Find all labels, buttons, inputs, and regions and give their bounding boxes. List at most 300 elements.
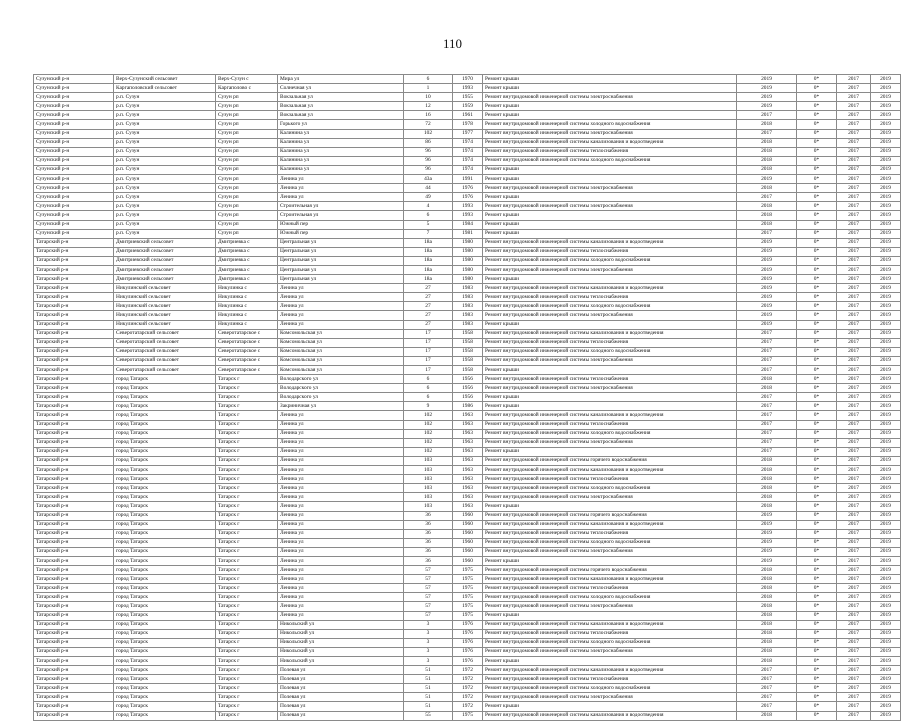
- district-cell: Татарский р-н: [34, 547, 114, 556]
- table-row: [34, 238, 901, 247]
- settlement-cell: Северотатарское с: [216, 356, 278, 365]
- period-end-cell: 2019: [871, 320, 901, 329]
- planned-year-cell: 2017: [737, 420, 797, 429]
- municipality-cell: город Татарск: [114, 584, 216, 593]
- cost-cell: 0*: [797, 211, 837, 220]
- district-cell: Татарский р-н: [34, 275, 114, 284]
- period-end-cell: 2019: [871, 356, 901, 365]
- work-type-cell: Ремонт крыши: [483, 320, 737, 329]
- table-row: [34, 265, 901, 274]
- house-number-cell: 27: [404, 293, 453, 302]
- street-cell: Вокзальная ул: [278, 111, 404, 120]
- house-number-cell: 51: [404, 693, 453, 702]
- settlement-cell: Дмитриевка с: [216, 256, 278, 265]
- house-number-cell: 86: [404, 138, 453, 147]
- work-type-cell: Ремонт внутридомовой инженерной системы теплоснабжения: [483, 629, 737, 638]
- period-start-cell: 2017: [837, 111, 871, 120]
- work-type-cell: Ремонт внутридомовой инженерной системы канализования и водоотведения: [483, 520, 737, 529]
- period-start-cell: 2017: [837, 184, 871, 193]
- district-cell: Татарский р-н: [34, 466, 114, 475]
- settlement-cell: Татарск г: [216, 384, 278, 393]
- work-type-cell: Ремонт крыши: [483, 275, 737, 284]
- district-cell: Татарский р-н: [34, 429, 114, 438]
- work-type-cell: Ремонт внутридомовой инженерной системы канализования и водоотведения: [483, 620, 737, 629]
- period-start-cell: 2017: [837, 275, 871, 284]
- period-end-cell: 2019: [871, 620, 901, 629]
- work-type-cell: Ремонт внутридомовой инженерной системы теплоснабжения: [483, 375, 737, 384]
- municipality-cell: Дмитриевский сельсовет: [114, 265, 216, 274]
- street-cell: Володарского ул: [278, 375, 404, 384]
- period-start-cell: 2017: [837, 520, 871, 529]
- district-cell: Сузунский р-н: [34, 120, 114, 129]
- district-cell: Сузунский р-н: [34, 84, 114, 93]
- year-built-cell: 1976: [453, 184, 483, 193]
- district-cell: Татарский р-н: [34, 356, 114, 365]
- period-start-cell: 2017: [837, 366, 871, 375]
- period-end-cell: 2019: [871, 338, 901, 347]
- table-row: [34, 602, 901, 611]
- house-number-cell: 36: [404, 520, 453, 529]
- cost-cell: 0*: [797, 320, 837, 329]
- work-type-cell: Ремонт крыши: [483, 84, 737, 93]
- settlement-cell: Сузун рп: [216, 120, 278, 129]
- planned-year-cell: 2018: [737, 620, 797, 629]
- work-type-cell: Ремонт внутридомовой инженерной системы горячего водоснабжения: [483, 511, 737, 520]
- period-end-cell: 2019: [871, 238, 901, 247]
- period-end-cell: 2019: [871, 311, 901, 320]
- municipality-cell: р.п. Сузун: [114, 147, 216, 156]
- work-type-cell: Ремонт внутридомовой инженерной системы холодного водоснабжения: [483, 120, 737, 129]
- period-start-cell: 2017: [837, 102, 871, 111]
- work-type-cell: Ремонт внутридомовой инженерной системы канализования и водоотведения: [483, 575, 737, 584]
- period-end-cell: 2019: [871, 111, 901, 120]
- planned-year-cell: 2018: [737, 575, 797, 584]
- district-cell: Татарский р-н: [34, 584, 114, 593]
- street-cell: Ленина ул: [278, 184, 404, 193]
- house-number-cell: 36: [404, 529, 453, 538]
- work-type-cell: Ремонт внутридомовой инженерной системы теплоснабжения: [483, 338, 737, 347]
- district-cell: Татарский р-н: [34, 338, 114, 347]
- house-number-cell: 102: [404, 447, 453, 456]
- cost-cell: 0*: [797, 529, 837, 538]
- planned-year-cell: 2017: [737, 111, 797, 120]
- street-cell: Полевая ул: [278, 675, 404, 684]
- cost-cell: 0*: [797, 402, 837, 411]
- district-cell: Татарский р-н: [34, 629, 114, 638]
- street-cell: Комсомольская ул: [278, 366, 404, 375]
- period-end-cell: 2019: [871, 202, 901, 211]
- street-cell: Южный пер: [278, 220, 404, 229]
- table-row: [34, 284, 901, 293]
- house-number-cell: 103: [404, 493, 453, 502]
- municipality-cell: р.п. Сузун: [114, 165, 216, 174]
- period-end-cell: 2019: [871, 475, 901, 484]
- work-type-cell: Ремонт внутридомовой инженерной системы электроснабжения: [483, 184, 737, 193]
- settlement-cell: Татарск г: [216, 411, 278, 420]
- municipality-cell: город Татарск: [114, 620, 216, 629]
- district-cell: Сузунский р-н: [34, 75, 114, 84]
- work-type-cell: Ремонт внутридомовой инженерной системы электроснабжения: [483, 602, 737, 611]
- year-built-cell: 1983: [453, 320, 483, 329]
- table-row: [34, 511, 901, 520]
- table-row: [34, 556, 901, 565]
- period-start-cell: 2017: [837, 502, 871, 511]
- municipality-cell: город Татарск: [114, 402, 216, 411]
- work-type-cell: Ремонт внутридомовой инженерной системы канализования и водоотведения: [483, 411, 737, 420]
- house-number-cell: 57: [404, 584, 453, 593]
- year-built-cell: 1955: [453, 93, 483, 102]
- house-number-cell: 3: [404, 657, 453, 666]
- house-number-cell: 51: [404, 666, 453, 675]
- period-start-cell: 2017: [837, 402, 871, 411]
- table-row: [34, 293, 901, 302]
- house-number-cell: 36: [404, 511, 453, 520]
- cost-cell: 0*: [797, 693, 837, 702]
- work-type-cell: Ремонт крыши: [483, 556, 737, 565]
- period-end-cell: 2019: [871, 466, 901, 475]
- period-start-cell: 2017: [837, 657, 871, 666]
- municipality-cell: город Татарск: [114, 702, 216, 711]
- house-number-cell: 103: [404, 502, 453, 511]
- year-built-cell: 1972: [453, 693, 483, 702]
- work-type-cell: Ремонт внутридомовой инженерной системы теплоснабжения: [483, 584, 737, 593]
- settlement-cell: Сузун рп: [216, 184, 278, 193]
- house-number-cell: 3: [404, 638, 453, 647]
- municipality-cell: город Татарск: [114, 529, 216, 538]
- settlement-cell: Татарск г: [216, 475, 278, 484]
- period-start-cell: 2017: [837, 611, 871, 620]
- house-number-cell: 36: [404, 538, 453, 547]
- cost-cell: 0*: [797, 620, 837, 629]
- house-number-cell: 57: [404, 566, 453, 575]
- district-cell: Татарский р-н: [34, 320, 114, 329]
- house-number-cell: 49: [404, 193, 453, 202]
- municipality-cell: город Татарск: [114, 538, 216, 547]
- period-start-cell: 2017: [837, 702, 871, 711]
- planned-year-cell: 2018: [737, 147, 797, 156]
- period-end-cell: 2019: [871, 520, 901, 529]
- table-body: [34, 75, 901, 721]
- period-start-cell: 2017: [837, 684, 871, 693]
- street-cell: Ленина ул: [278, 520, 404, 529]
- year-built-cell: 1981: [453, 229, 483, 238]
- street-cell: Солнечная ул: [278, 84, 404, 93]
- table-row: [34, 447, 901, 456]
- house-number-cell: 16: [404, 111, 453, 120]
- period-end-cell: 2019: [871, 647, 901, 656]
- work-type-cell: Ремонт внутридомовой инженерной системы электроснабжения: [483, 547, 737, 556]
- period-end-cell: 2019: [871, 511, 901, 520]
- settlement-cell: Татарск г: [216, 566, 278, 575]
- table-row: [34, 75, 901, 84]
- period-end-cell: 2019: [871, 256, 901, 265]
- cost-cell: 0*: [797, 538, 837, 547]
- work-type-cell: Ремонт внутридомовой инженерной системы электроснабжения: [483, 93, 737, 102]
- period-start-cell: 2017: [837, 175, 871, 184]
- table-row: [34, 420, 901, 429]
- work-type-cell: Ремонт внутридомовой инженерной системы холодного водоснабжения: [483, 538, 737, 547]
- district-cell: Татарский р-н: [34, 411, 114, 420]
- house-number-cell: 57: [404, 593, 453, 602]
- district-cell: Сузунский р-н: [34, 93, 114, 102]
- work-type-cell: Ремонт внутридомовой инженерной системы канализования и водоотведения: [483, 666, 737, 675]
- municipality-cell: город Татарск: [114, 556, 216, 565]
- street-cell: Центральная ул: [278, 275, 404, 284]
- district-cell: Татарский р-н: [34, 566, 114, 575]
- period-end-cell: 2019: [871, 493, 901, 502]
- period-start-cell: 2017: [837, 602, 871, 611]
- period-end-cell: 2019: [871, 420, 901, 429]
- year-built-cell: 1975: [453, 611, 483, 620]
- year-built-cell: 1976: [453, 657, 483, 666]
- planned-year-cell: 2019: [737, 311, 797, 320]
- settlement-cell: Никулинка с: [216, 293, 278, 302]
- municipality-cell: р.п. Сузун: [114, 220, 216, 229]
- planned-year-cell: 2018: [737, 484, 797, 493]
- settlement-cell: Сузун рп: [216, 211, 278, 220]
- cost-cell: 0*: [797, 375, 837, 384]
- settlement-cell: Сузун рп: [216, 156, 278, 165]
- planned-year-cell: 2019: [737, 547, 797, 556]
- street-cell: Мира ул: [278, 75, 404, 84]
- work-type-cell: Ремонт крыши: [483, 165, 737, 174]
- municipality-cell: город Татарск: [114, 466, 216, 475]
- district-cell: Татарский р-н: [34, 602, 114, 611]
- planned-year-cell: 2018: [737, 502, 797, 511]
- work-type-cell: Ремонт крыши: [483, 220, 737, 229]
- house-number-cell: 57: [404, 611, 453, 620]
- municipality-cell: р.п. Сузун: [114, 120, 216, 129]
- period-end-cell: 2019: [871, 666, 901, 675]
- table-row: [34, 584, 901, 593]
- table-row: [34, 320, 901, 329]
- settlement-cell: Татарск г: [216, 438, 278, 447]
- work-type-cell: Ремонт внутридомовой инженерной системы электроснабжения: [483, 693, 737, 702]
- house-number-cell: 72: [404, 120, 453, 129]
- street-cell: Ленина ул: [278, 547, 404, 556]
- period-start-cell: 2017: [837, 165, 871, 174]
- period-start-cell: 2017: [837, 629, 871, 638]
- planned-year-cell: 2017: [737, 356, 797, 365]
- table-row: [34, 438, 901, 447]
- house-number-cell: 96: [404, 156, 453, 165]
- district-cell: Татарский р-н: [34, 247, 114, 256]
- year-built-cell: 1961: [453, 111, 483, 120]
- municipality-cell: город Татарск: [114, 511, 216, 520]
- period-end-cell: 2019: [871, 657, 901, 666]
- settlement-cell: Татарск г: [216, 657, 278, 666]
- house-number-cell: 18а: [404, 275, 453, 284]
- municipality-cell: город Татарск: [114, 420, 216, 429]
- table-row: [34, 338, 901, 347]
- house-number-cell: 17: [404, 329, 453, 338]
- district-cell: Татарский р-н: [34, 447, 114, 456]
- year-built-cell: 1963: [453, 502, 483, 511]
- street-cell: Калинина ул: [278, 156, 404, 165]
- period-start-cell: 2017: [837, 484, 871, 493]
- work-type-cell: Ремонт внутридомовой инженерной системы горячего водоснабжения: [483, 566, 737, 575]
- street-cell: Строительная ул: [278, 202, 404, 211]
- planned-year-cell: 2017: [737, 347, 797, 356]
- work-type-cell: Ремонт крыши: [483, 75, 737, 84]
- street-cell: Ленина ул: [278, 502, 404, 511]
- cost-cell: 0*: [797, 675, 837, 684]
- planned-year-cell: 2018: [737, 611, 797, 620]
- cost-cell: 0*: [797, 647, 837, 656]
- planned-year-cell: 2019: [737, 175, 797, 184]
- cost-cell: 0*: [797, 247, 837, 256]
- settlement-cell: Татарск г: [216, 511, 278, 520]
- work-type-cell: Ремонт внутридомовой инженерной системы электроснабжения: [483, 311, 737, 320]
- house-number-cell: 17: [404, 356, 453, 365]
- table-row: [34, 220, 901, 229]
- municipality-cell: Дмитриевский сельсовет: [114, 275, 216, 284]
- cost-cell: 0*: [797, 475, 837, 484]
- work-type-cell: Ремонт крыши: [483, 366, 737, 375]
- year-built-cell: 1958: [453, 329, 483, 338]
- street-cell: Калинина ул: [278, 138, 404, 147]
- work-type-cell: Ремонт внутридомовой инженерной системы электроснабжения: [483, 265, 737, 274]
- work-type-cell: Ремонт крыши: [483, 657, 737, 666]
- year-built-cell: 1963: [453, 484, 483, 493]
- settlement-cell: Татарск г: [216, 538, 278, 547]
- district-cell: Татарский р-н: [34, 375, 114, 384]
- period-start-cell: 2017: [837, 493, 871, 502]
- work-type-cell: Ремонт крыши: [483, 393, 737, 402]
- period-end-cell: 2019: [871, 638, 901, 647]
- street-cell: Никольский ул: [278, 647, 404, 656]
- period-start-cell: 2017: [837, 138, 871, 147]
- work-type-cell: Ремонт внутридомовой инженерной системы электроснабжения: [483, 438, 737, 447]
- municipality-cell: город Татарск: [114, 575, 216, 584]
- cost-cell: 0*: [797, 93, 837, 102]
- settlement-cell: Северотатарское с: [216, 329, 278, 338]
- period-start-cell: 2017: [837, 347, 871, 356]
- district-cell: Татарский р-н: [34, 438, 114, 447]
- district-cell: Татарский р-н: [34, 475, 114, 484]
- municipality-cell: город Татарск: [114, 502, 216, 511]
- planned-year-cell: 2019: [737, 284, 797, 293]
- year-built-cell: 1975: [453, 602, 483, 611]
- table-row: [34, 329, 901, 338]
- period-end-cell: 2019: [871, 456, 901, 465]
- district-cell: Сузунский р-н: [34, 184, 114, 193]
- period-start-cell: 2017: [837, 429, 871, 438]
- street-cell: Ленина ул: [278, 611, 404, 620]
- period-start-cell: 2017: [837, 529, 871, 538]
- period-end-cell: 2019: [871, 538, 901, 547]
- street-cell: Ленина ул: [278, 193, 404, 202]
- table-row: [34, 229, 901, 238]
- municipality-cell: р.п. Сузун: [114, 184, 216, 193]
- table-row: [34, 275, 901, 284]
- municipality-cell: Северотатарский сельсовет: [114, 347, 216, 356]
- cost-cell: 0*: [797, 547, 837, 556]
- year-built-cell: 1976: [453, 647, 483, 656]
- table-row: [34, 84, 901, 93]
- cost-cell: 0*: [797, 311, 837, 320]
- period-start-cell: 2017: [837, 302, 871, 311]
- house-number-cell: 1: [404, 84, 453, 93]
- settlement-cell: Татарск г: [216, 375, 278, 384]
- district-cell: Татарский р-н: [34, 265, 114, 274]
- year-built-cell: 1972: [453, 666, 483, 675]
- district-cell: Татарский р-н: [34, 538, 114, 547]
- cost-cell: 0*: [797, 75, 837, 84]
- district-cell: Сузунский р-н: [34, 147, 114, 156]
- planned-year-cell: 2018: [737, 584, 797, 593]
- year-built-cell: 1975: [453, 584, 483, 593]
- settlement-cell: Татарск г: [216, 602, 278, 611]
- settlement-cell: Татарск г: [216, 711, 278, 720]
- work-type-cell: Ремонт внутридомовой инженерной системы теплоснабжения: [483, 529, 737, 538]
- year-built-cell: 1963: [453, 420, 483, 429]
- period-end-cell: 2019: [871, 102, 901, 111]
- year-built-cell: 1972: [453, 675, 483, 684]
- municipality-cell: город Татарск: [114, 602, 216, 611]
- period-end-cell: 2019: [871, 384, 901, 393]
- house-number-cell: 12: [404, 102, 453, 111]
- period-start-cell: 2017: [837, 329, 871, 338]
- period-end-cell: 2019: [871, 602, 901, 611]
- house-number-cell: 18а: [404, 256, 453, 265]
- planned-year-cell: 2019: [737, 256, 797, 265]
- municipality-cell: р.п. Сузун: [114, 111, 216, 120]
- municipality-cell: Никулинский сельсовет: [114, 302, 216, 311]
- period-end-cell: 2019: [871, 366, 901, 375]
- cost-cell: 0*: [797, 556, 837, 565]
- district-cell: Татарский р-н: [34, 693, 114, 702]
- house-number-cell: 10: [404, 93, 453, 102]
- house-number-cell: 102: [404, 411, 453, 420]
- municipality-cell: город Татарск: [114, 375, 216, 384]
- district-cell: Татарский р-н: [34, 329, 114, 338]
- street-cell: Никольский ул: [278, 620, 404, 629]
- work-type-cell: Ремонт внутридомовой инженерной системы горячего водоснабжения: [483, 456, 737, 465]
- settlement-cell: Сузун рп: [216, 175, 278, 184]
- year-built-cell: 1956: [453, 393, 483, 402]
- settlement-cell: Татарск г: [216, 402, 278, 411]
- settlement-cell: Сузун рп: [216, 202, 278, 211]
- planned-year-cell: 2018: [737, 165, 797, 174]
- cost-cell: 0*: [797, 438, 837, 447]
- municipality-cell: Никулинский сельсовет: [114, 320, 216, 329]
- planned-year-cell: 2017: [737, 447, 797, 456]
- period-start-cell: 2017: [837, 193, 871, 202]
- street-cell: Полевая ул: [278, 666, 404, 675]
- period-end-cell: 2019: [871, 484, 901, 493]
- table-row: [34, 111, 901, 120]
- district-cell: Татарский р-н: [34, 511, 114, 520]
- period-end-cell: 2019: [871, 429, 901, 438]
- cost-cell: 0*: [797, 484, 837, 493]
- work-type-cell: Ремонт крыши: [483, 611, 737, 620]
- planned-year-cell: 2018: [737, 384, 797, 393]
- district-cell: Татарский р-н: [34, 675, 114, 684]
- table-row: [34, 384, 901, 393]
- table-row: [34, 456, 901, 465]
- period-start-cell: 2017: [837, 675, 871, 684]
- settlement-cell: Каргаполово с: [216, 84, 278, 93]
- planned-year-cell: 2018: [737, 629, 797, 638]
- table-row: [34, 411, 901, 420]
- district-cell: Татарский р-н: [34, 620, 114, 629]
- period-start-cell: 2017: [837, 311, 871, 320]
- year-built-cell: 1963: [453, 475, 483, 484]
- period-end-cell: 2019: [871, 184, 901, 193]
- table-row: [34, 193, 901, 202]
- period-start-cell: 2017: [837, 75, 871, 84]
